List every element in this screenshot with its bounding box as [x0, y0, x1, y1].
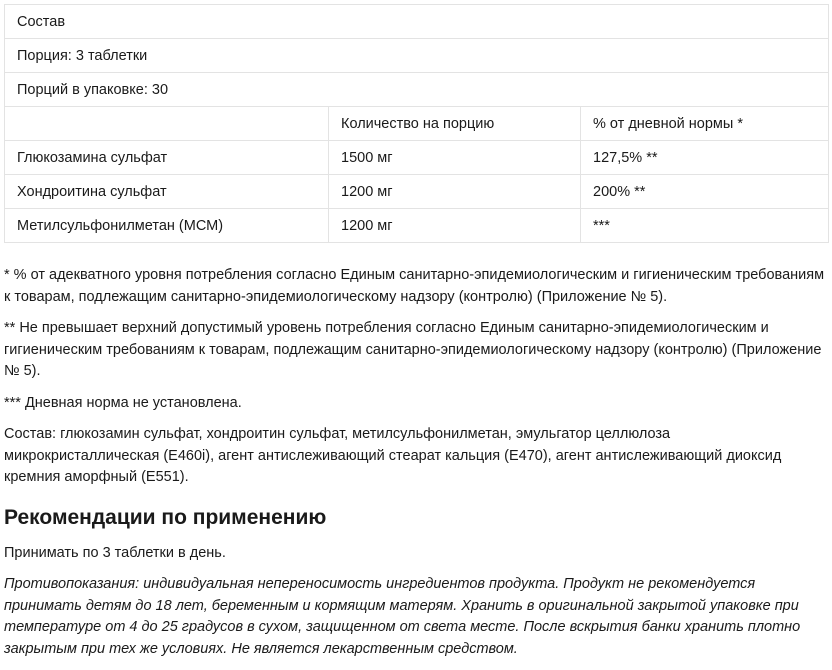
column-header-amount: Количество на порцию — [329, 107, 581, 141]
contraindications: Противопоказания: индивидуальная непереносимость ингредиентов продукта. Продукт не рекомендуется принимать детям до 18 лет, беременным и кормящим матерям. Хранить в оригинальной закрытой упаковке при температуре от 4 до 25 градусов в сухом, защищенном от света месте. После вскрытия банки хранить плотно закрытым при тех же условиях. Не является лекарственным средством. — [4, 576, 801, 657]
table-header-row — [5, 107, 829, 141]
table-row — [5, 73, 829, 107]
servings-per-container: Порций в упаковке: 30 — [5, 73, 829, 107]
table-row — [5, 175, 829, 209]
ingredient-percent: 127,5% ** — [581, 141, 829, 175]
ingredient-percent: *** — [581, 209, 829, 243]
ingredient-name: Глюкозамина сульфат — [5, 141, 329, 175]
composition-title: Состав — [5, 5, 829, 39]
table-row — [5, 39, 829, 73]
recommendations-heading: Рекомендации по применению — [4, 505, 327, 529]
serving-size: Порция: 3 таблетки — [5, 39, 829, 73]
footnote-single-asterisk: * % от адекватного уровня потребления согласно Единым санитарно-эпидемиологическим и гигиеническим требованиям к товарам, подлежащим санитарно-эпидемиологическому надзору (контролю) (Приложение № 5). — [4, 267, 825, 305]
product-info — [4, 4, 828, 670]
ingredient-name: Хондроитина сульфат — [5, 175, 329, 209]
footnote-triple-asterisk: *** Дневная норма не установлена. — [4, 394, 242, 411]
column-header-ingredient — [5, 107, 329, 141]
notes — [4, 265, 826, 660]
ingredient-amount: 1200 мг — [329, 209, 581, 243]
ingredients-list: Состав: глюкозамин сульфат, хондроитин сульфат, метилсульфонилметан, эмульгатор целлюлоза микрокристаллическая (E460i), агент антислеживающий стеарат кальция (E470), агент антислеживающий диоксид кремния аморфный (E551). — [4, 426, 782, 485]
ingredient-name: Метилсульфонилметан (МСМ) — [5, 209, 329, 243]
table-row — [5, 5, 829, 39]
usage-instructions: Принимать по 3 таблетки в день. — [4, 544, 226, 561]
table-row — [5, 141, 829, 175]
column-header-percent: % от дневной нормы * — [581, 107, 829, 141]
footnote-double-asterisk: ** Не превышает верхний допустимый уровень потребления согласно Единым санитарно-эпидемиологическим и гигиеническим требованиям к товарам, подлежащим санитарно-эпидемиологическому надзору (контролю) (Приложение № 5). — [4, 320, 822, 379]
ingredient-amount: 1200 мг — [329, 175, 581, 209]
ingredient-amount: 1500 мг — [329, 141, 581, 175]
ingredient-percent: 200% ** — [581, 175, 829, 209]
composition-table — [4, 4, 829, 243]
table-row — [5, 209, 829, 243]
